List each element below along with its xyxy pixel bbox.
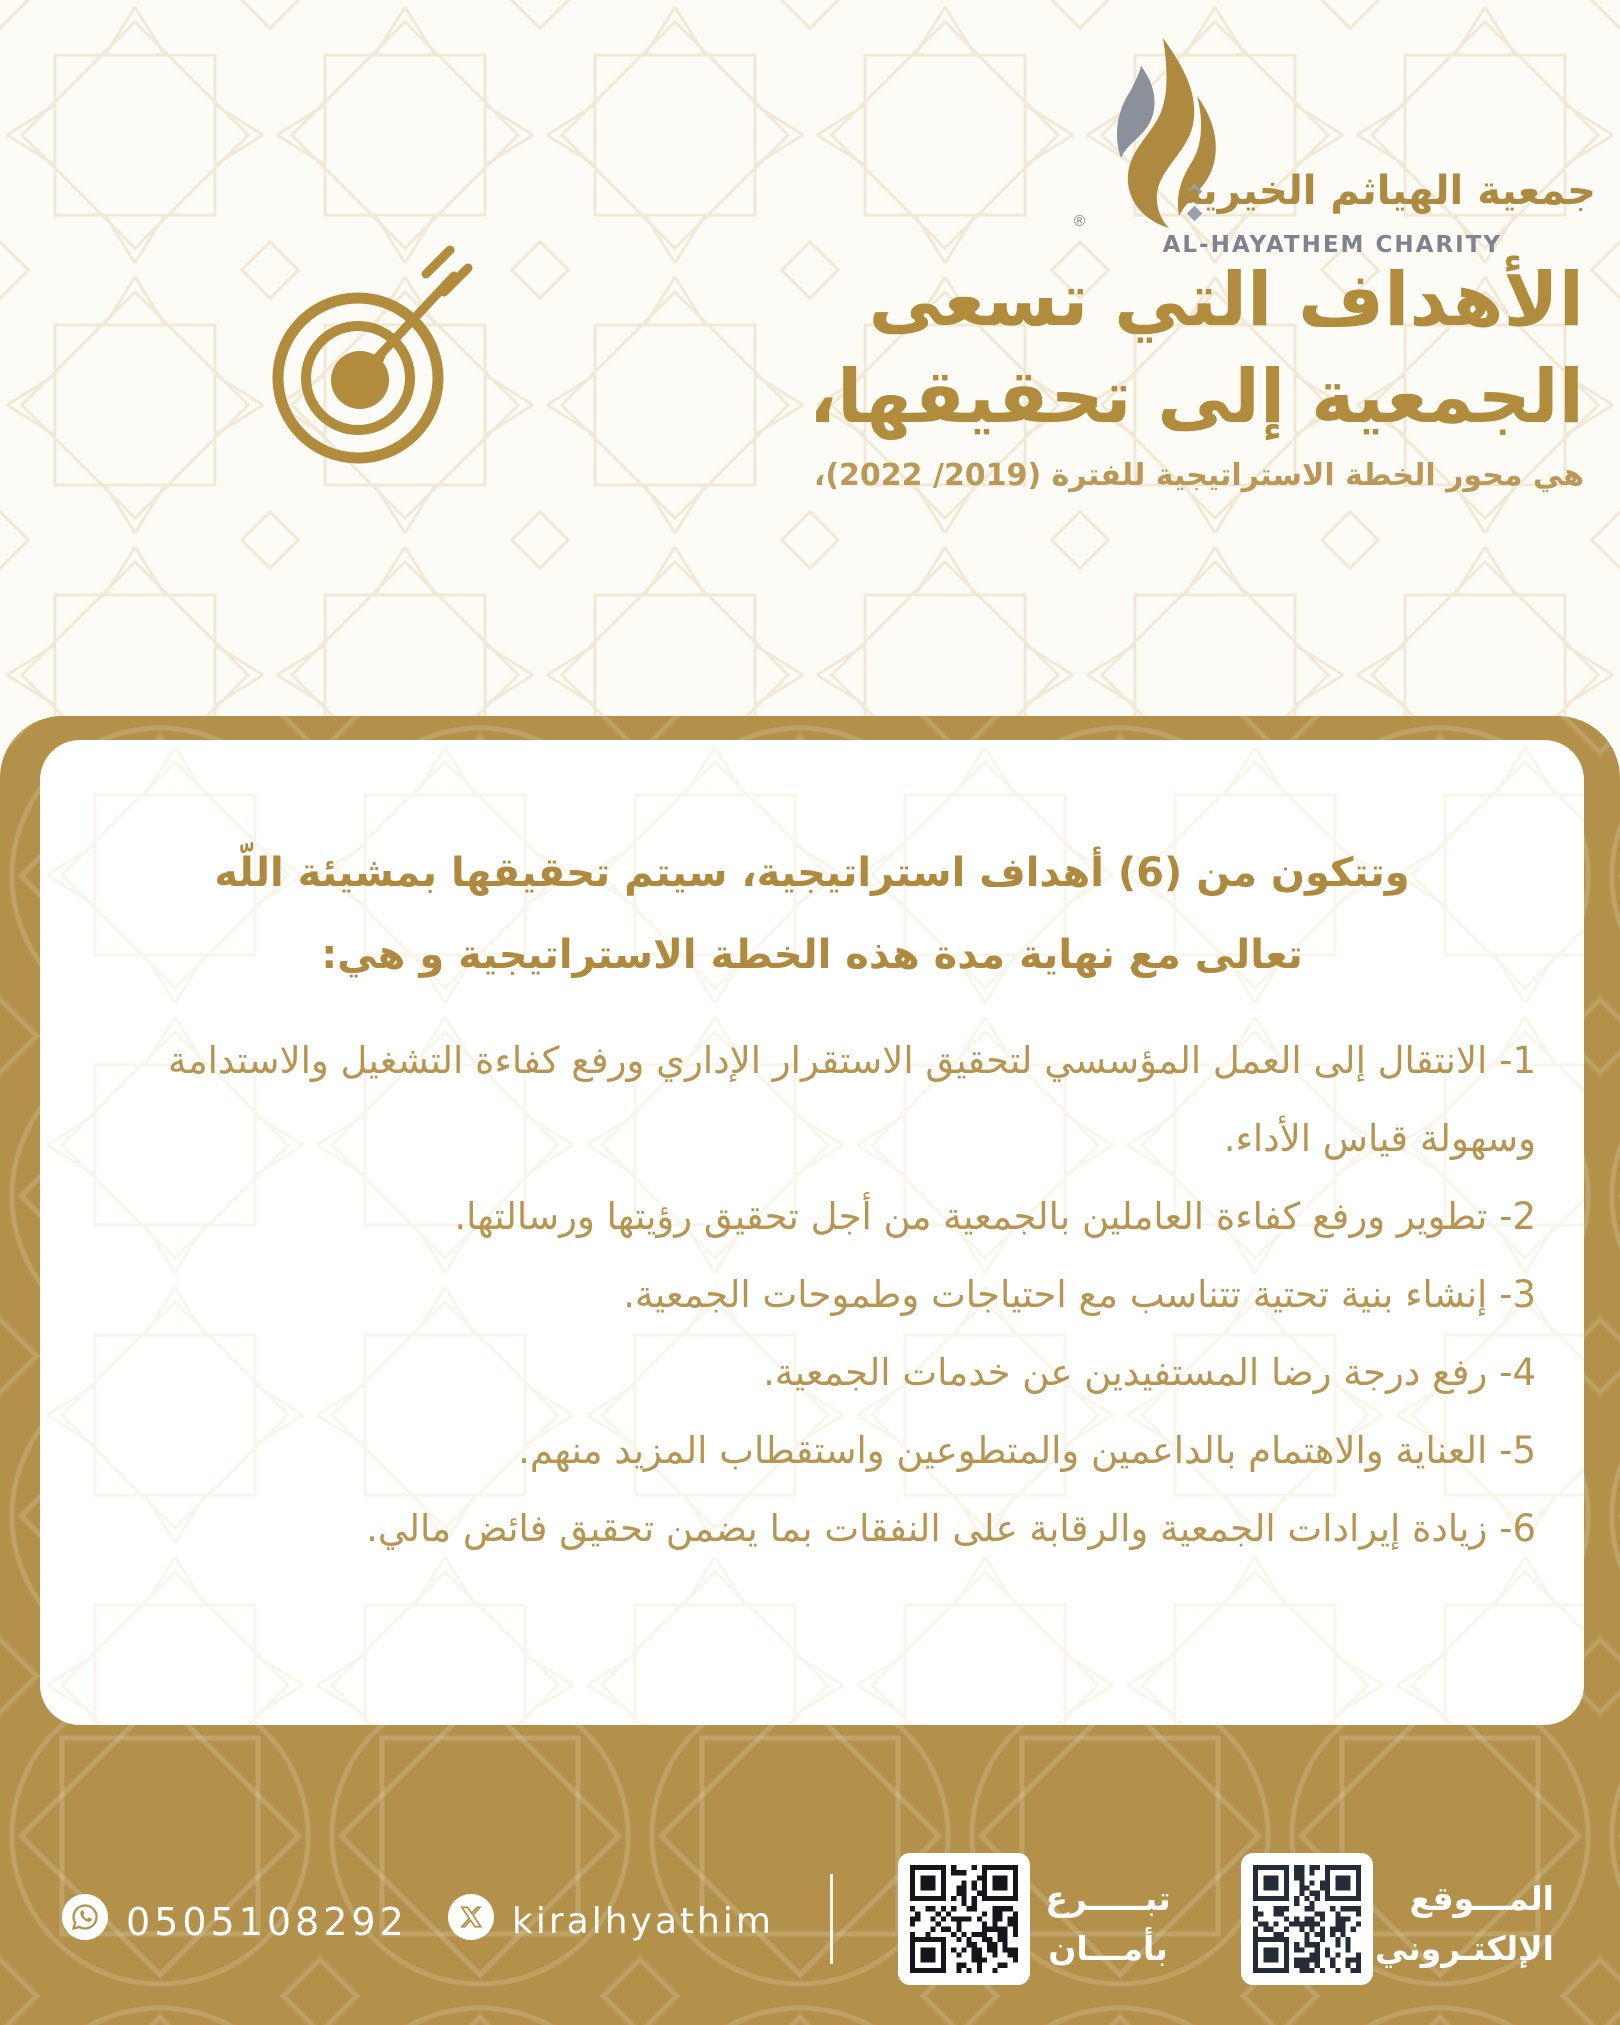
donate-label-line1: تبـــــرع xyxy=(1045,1879,1171,1918)
goals-content-card xyxy=(40,740,1584,1725)
goals-text-block xyxy=(40,740,1584,1725)
x-handle: kiralhyathim xyxy=(512,1901,774,1942)
gold-frame-panel xyxy=(0,716,1620,2025)
goal-item-4: 4- رفع درجة رضا المستفيدين عن خدمات الجمعية. xyxy=(763,1351,1536,1394)
registered-trademark-symbol: ® xyxy=(1072,212,1087,230)
goal-item-1: 1- الانتقال إلى العمل المؤسسي لتحقيق الاستقرار الإداري ورفع كفاءة التشغيل والاستدامة وسهولة قياس الأداء. xyxy=(168,1039,1536,1160)
goal-item-6: 6- زيادة إيرادات الجمعية والرقابة على النفقات بما يضمن تحقيق فائض مالي. xyxy=(366,1507,1536,1550)
title-line-2: الجمعية إلى تحقيقها، xyxy=(808,354,1584,440)
goal-item-2: 2- تطوير ورفع كفاءة العاملين بالجمعية من أجل تحقيق رؤيتها ورسالتها. xyxy=(454,1195,1536,1238)
donate-qr-code xyxy=(898,1853,1030,1985)
target-arrow-icon xyxy=(258,236,488,476)
title-subtitle: هي محور الخطة الاستراتيجية للفترة (2019/ 2022)، xyxy=(813,458,1584,493)
donate-qr-label xyxy=(1036,1874,1180,1974)
charity-name-english: AL-HAYATHEM CHARITY xyxy=(1162,232,1502,258)
title-line-1: الأهداف التي تسعى xyxy=(868,257,1584,343)
website-qr-code xyxy=(1241,1853,1373,1985)
x-twitter-icon xyxy=(448,1894,494,1940)
donate-label-line2: بأمـــان xyxy=(1048,1929,1168,1968)
goal-item-5: 5- العناية والاهتمام بالداعمين والمتطوعين واستقطاب المزيد منهم. xyxy=(518,1429,1536,1472)
charity-name-arabic: جمعية الهياثم الخيريه xyxy=(1178,168,1596,214)
goals-intro-paragraph: وتتكون من (6) أهداف استراتيجية، سيتم تحقيقها بمشيئة اللّه تعالى مع نهاية مدة هذه الخطة الاستراتيجية و هي: xyxy=(214,850,1410,978)
whatsapp-icon xyxy=(62,1894,108,1940)
goal-item-3: 3- إنشاء بنية تحتية تتناسب مع احتياجات وطموحات الجمعية. xyxy=(623,1273,1536,1316)
phone-number: 0505108292 xyxy=(126,1900,408,1944)
website-label-line2: الإلكتـروني xyxy=(1374,1929,1554,1968)
website-qr-label xyxy=(1374,1874,1554,1974)
page-title xyxy=(809,252,1584,493)
footer-divider xyxy=(830,1874,833,1964)
website-label-line1: المـــوقع xyxy=(1409,1879,1554,1918)
